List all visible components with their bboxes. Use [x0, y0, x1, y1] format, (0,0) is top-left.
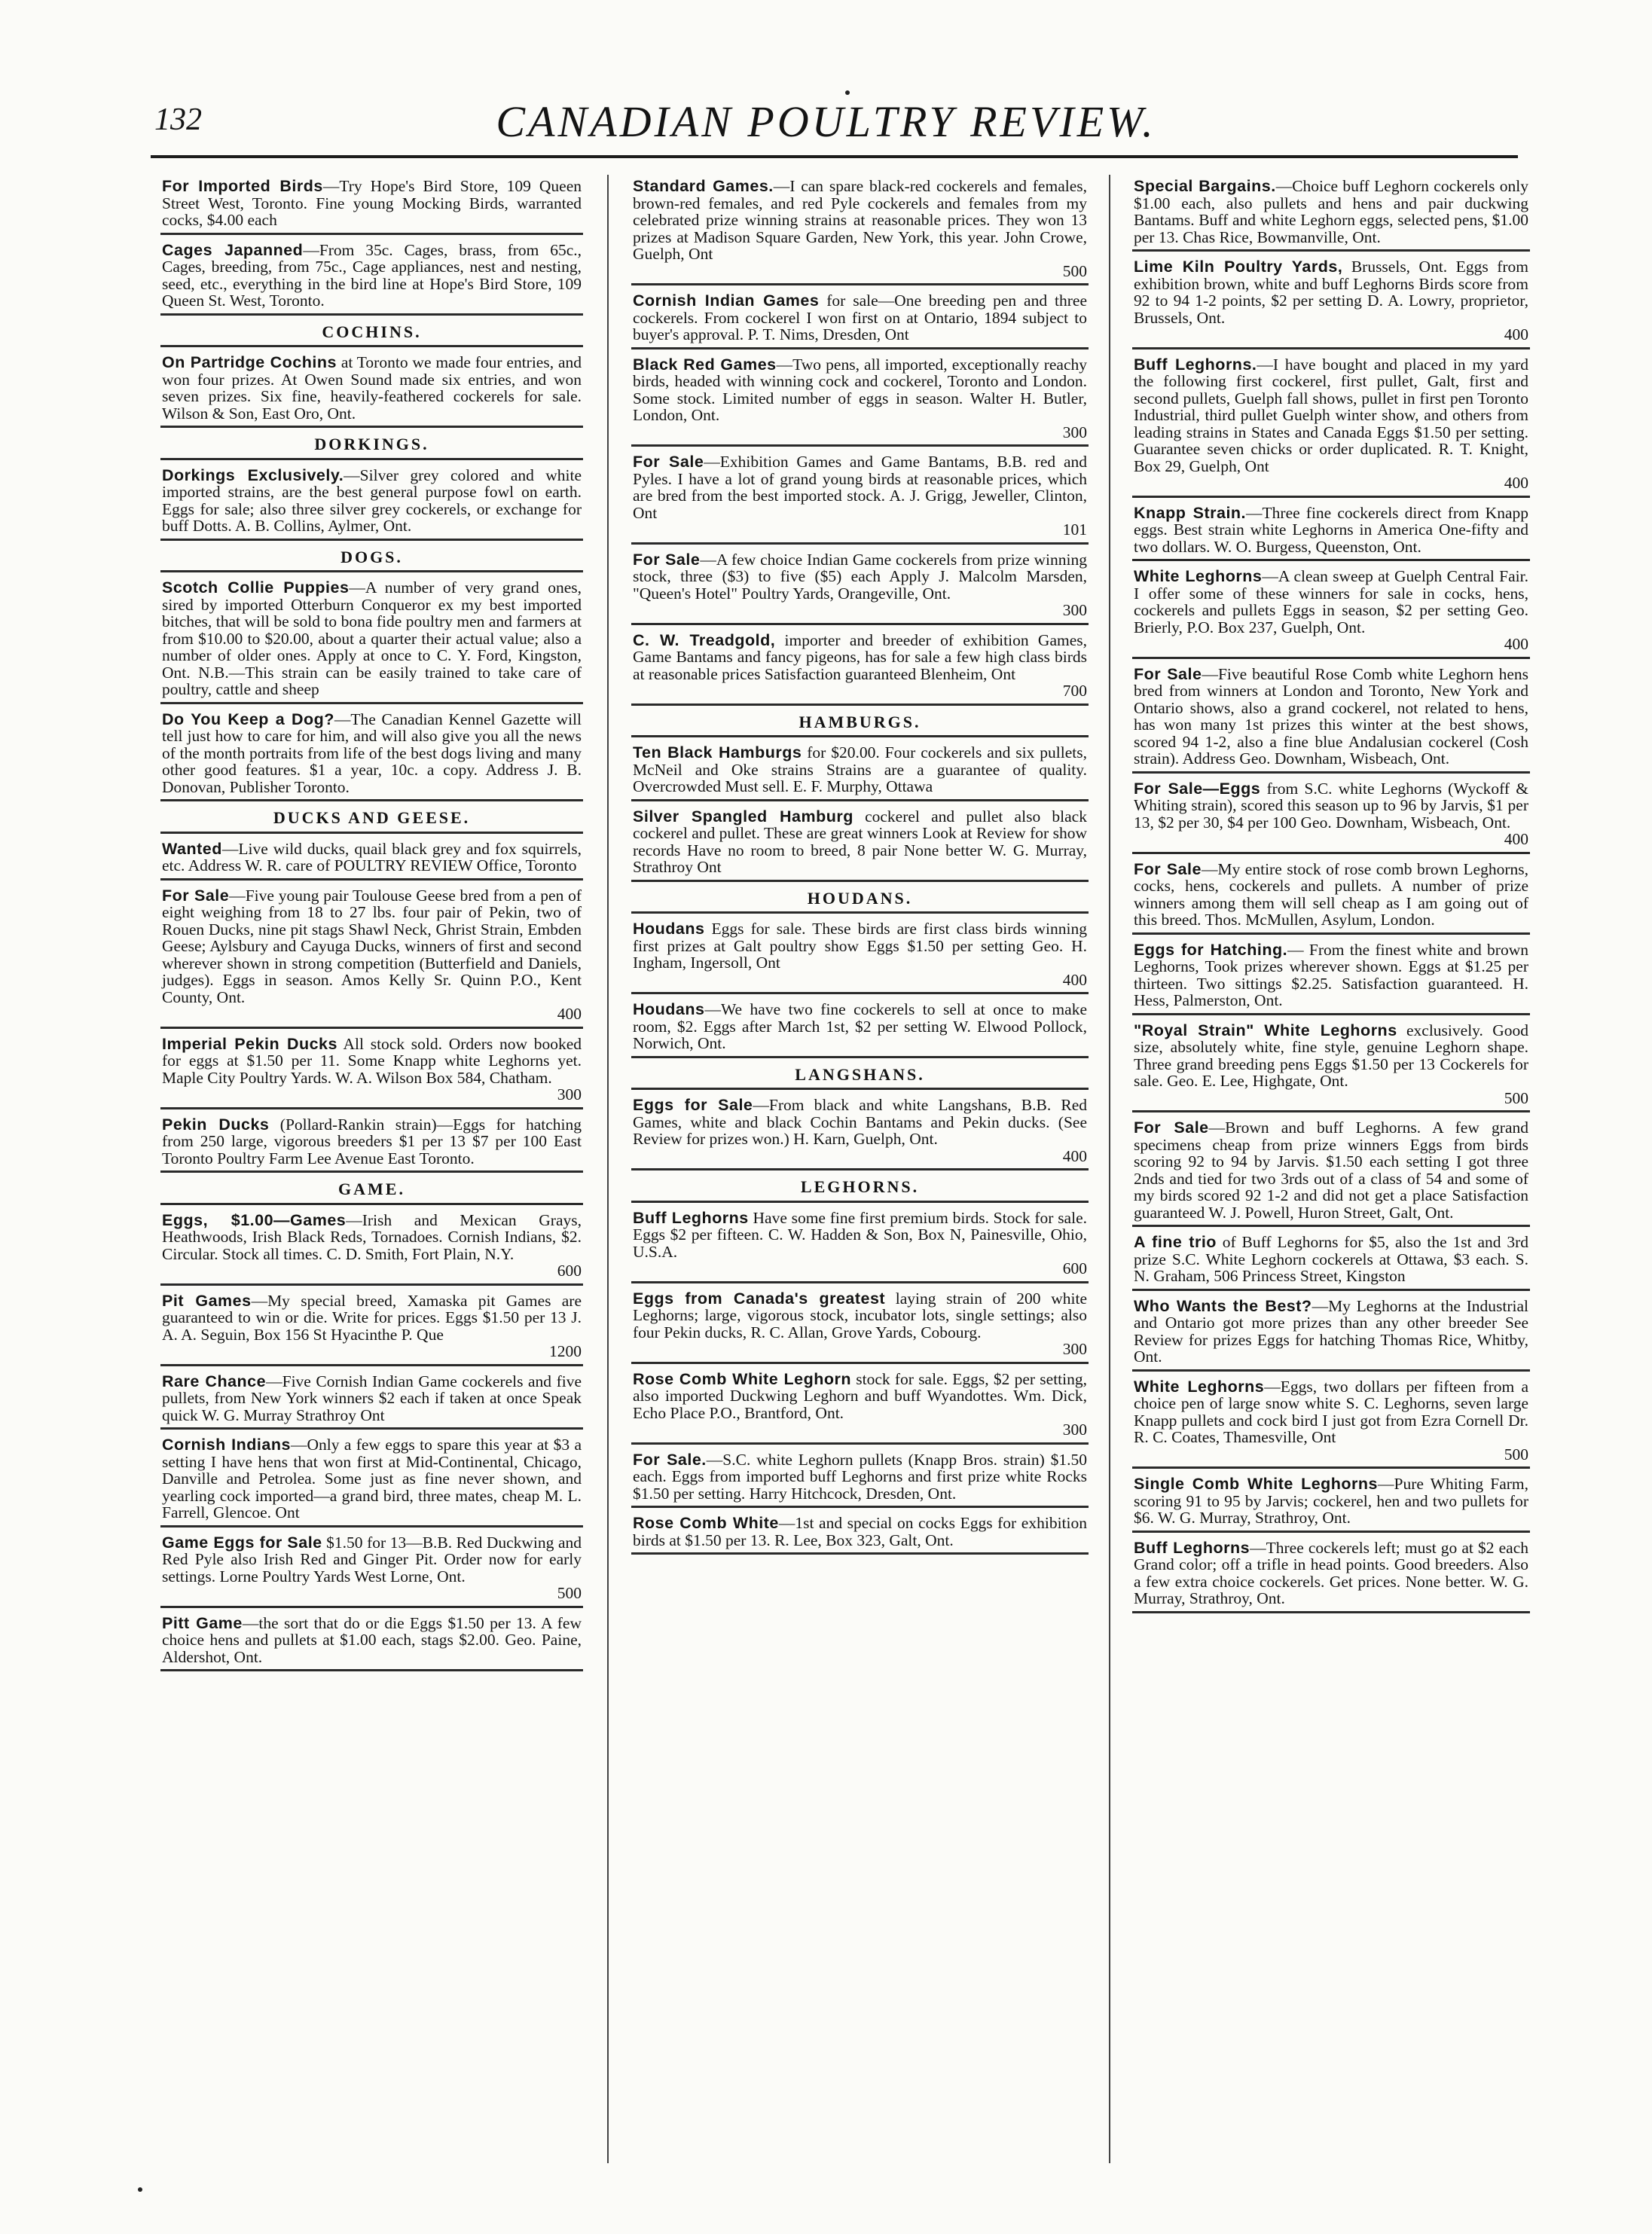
- ad-body: —Live wild ducks, quail black grey and fox squirrels, etc. Address W. R. care of POULTRY REVIEW Office, Toronto: [162, 839, 582, 874]
- ad-insertion-number: 1200: [549, 1342, 582, 1360]
- classified-ad: [160, 464, 583, 541]
- ad-body: —Brown and buff Leghorns. A few grand specimens cheap from prize winners Eggs from birds scoring 92 to 94 by Jarvis. $1.50 each setting I got three 2nds and tied for two 3rds out of a class of 54 and some of my birds scored 92 1-2 and did not get a place Satisfaction guaranteed W. J. Powell, Huron Street, Galt, Ont.: [1134, 1119, 1528, 1222]
- ad-title: Cornish Indians: [162, 1436, 291, 1454]
- classified-ad: [160, 838, 583, 880]
- ad-body: —Try Hope's Bird Store, 109 Queen Street West, Toronto. Fine young Mocking Birds, warranted cocks, $4.00 each: [162, 177, 582, 229]
- section-heading-hamburgs: HAMBURGS.: [631, 710, 1089, 738]
- ad-insertion-number: 500: [1504, 1445, 1528, 1463]
- classified-ad: [1132, 255, 1530, 349]
- classified-ad: [631, 741, 1089, 801]
- ad-body: —My special breed, Xamaska pit Games are guaranteed to win or die. Write for prices. Eggs $1.50 per 13 J. A. A. Seguin, Box 156 St Hyacinthe P. Que: [162, 1291, 582, 1344]
- section-heading-game: GAME.: [160, 1177, 583, 1205]
- ad-body: —I have bought and placed in my yard the following first cockerel, first pullet, Galt, first and second pullets, Guelph fall shows, pullet in first pen Toronto Industrial, third pullet Guelph winter show, and others from leading strains in States and Canada Eggs $1.50 per setting. Guarantee seven chicks or order duplicated. R. T. Knight, Box 29, Guelph, Ont: [1134, 355, 1528, 475]
- page-number: 132: [154, 102, 202, 137]
- ad-body: $1.50 for 13—B.B. Red Duckwing and Red Pyle also Irish Red and Ginger Pit. Order now for early settings. Lorne Poultry Yards West Lorne, Ont.: [162, 1533, 582, 1585]
- column-rule-1: [607, 175, 609, 2163]
- section-heading-houdans: HOUDANS.: [631, 886, 1089, 914]
- ad-body: —Eggs, two dollars per fifteen from a choice pen of large snow white S. C. Leghorns, seven large Knapp pullets and cock bird I just got from Ezra Cornell Dr. R. C. Coates, Thamesville, Ont: [1134, 1377, 1529, 1446]
- ad-title: A fine trio: [1134, 1233, 1217, 1251]
- classified-ad: [1132, 777, 1530, 854]
- ad-title: Pekin Ducks: [162, 1115, 270, 1134]
- ad-body: Have some fine first premium birds. Stock for sale. Eggs $2 per fifteen. C. W. Hadden & Son, Box N, Painesville, Ohio, U.S.A.: [633, 1208, 1087, 1261]
- classified-ad: [160, 708, 583, 802]
- classified-ad: [160, 1433, 583, 1527]
- classified-ad: [1132, 1375, 1530, 1469]
- section-heading-dogs: DOGS.: [160, 545, 583, 573]
- classified-ad: [1132, 1231, 1530, 1291]
- classified-ad: [160, 1113, 583, 1173]
- ad-insertion-number: 400: [557, 1005, 582, 1023]
- ad-body: —A number of very grand ones, sired by imported Otterburn Conqueror ex my best imported bitches, that will be sold to bona fide poultry men and farmers at from $10.00 to $20.00, about a quarter their actual value; also a number of older ones. Apply at once to C. Y. Ford, Kingston, Ont. N.B.—This strain can be easily trained to take care of poultry, cattle and sheep: [162, 578, 582, 698]
- ad-body: —Two pens, all imported, exceptionally reachy birds, headed with winning cock and cockerel, Toronto and London. Some stock. Limited number of eggs in season. Walter H. Butler, London, Ont.: [633, 355, 1087, 424]
- classified-ad: [160, 1289, 583, 1366]
- classified-ad: [631, 175, 1089, 285]
- ad-body: —Pure Whiting Farm, scoring 91 to 95 by Jarvis; cockerel, hen and two pullets for $6. W. G. Murray, Strathroy, Ont.: [1134, 1475, 1528, 1527]
- ad-insertion-number: 400: [1504, 830, 1528, 848]
- classified-ad: [160, 1612, 583, 1672]
- classified-ad: [1132, 663, 1530, 774]
- ad-insertion-number: 600: [1062, 1259, 1087, 1277]
- column-1: [160, 175, 583, 2163]
- ad-body: —1st and special on cocks Eggs for exhibition birds at $1.50 per 13. R. Lee, Box 323, Galt, Ont.: [633, 1514, 1087, 1549]
- classified-ad: [1132, 858, 1530, 935]
- ad-body: from S.C. white Leghorns (Wyckoff & Whiting strain), scored this season up to 96 by Jarvis, $1 per 13, $2 per 30, $4 per 100 Geo. Downham, Wisbeach, Ont.: [1134, 779, 1528, 832]
- ad-title: Who Wants the Best?: [1134, 1296, 1312, 1315]
- ink-dot: [138, 2187, 142, 2192]
- ad-body: —S.C. white Leghorn pullets (Knapp Bros. strain) $1.50 each. Eggs from imported buff Leghorns and first prize white Rocks $1.50 per setting. Harry Hitchcock, Dresden, Ont.: [633, 1450, 1087, 1503]
- ad-title: Pit Games: [162, 1291, 252, 1310]
- ad-title: Eggs for Hatching.: [1134, 940, 1288, 959]
- ad-title: White Leghorns: [1134, 1377, 1265, 1396]
- classified-ad: [631, 1448, 1089, 1509]
- classified-ad: [160, 239, 583, 316]
- classified-ad: [160, 884, 583, 1029]
- ad-body: —I can spare black-red cockerels and females, brown-red females, and red Pyle cockerels and females from my celebrated prize winning strains at reasonable prices. They won 13 prizes at Madison Square Garden, New York, this year. John Crowe, Guelph, Ont: [633, 177, 1088, 263]
- section-heading-leghorns: LEGHORNS.: [631, 1174, 1089, 1203]
- ad-insertion-number: 500: [1062, 261, 1087, 280]
- ad-title: Eggs from Canada's greatest: [633, 1289, 886, 1308]
- ad-insertion-number: 400: [1062, 1146, 1087, 1165]
- column-rule-2: [1109, 175, 1110, 2163]
- classified-ad: [631, 1287, 1089, 1364]
- ad-title: "Royal Strain" White Leghorns: [1134, 1021, 1397, 1039]
- classified-ad: [1132, 1019, 1530, 1113]
- ad-body: —From 35c. Cages, brass, from 65c., Cages, breeding, from 75c., Cage appliances, nest and nesting, seed, etc., everything in the bird line at Hope's Bird Store, 109 Queen St. West, Toronto.: [162, 240, 582, 310]
- ad-title: Rose Comb White Leghorn: [633, 1369, 852, 1388]
- ad-title: Cages Japanned: [162, 240, 304, 259]
- ad-title: Black Red Games: [633, 355, 777, 374]
- ad-title: Rose Comb White: [633, 1514, 779, 1532]
- classified-ad: [631, 353, 1089, 447]
- ad-body: —The Canadian Kennel Gazette will tell just how to care for him, and will also give you all the news of the month portraits from life of the best dogs living and many other good features. $1 a year, 10c. a copy. Address J. B. Donovan, Publisher Toronto.: [162, 710, 582, 796]
- classified-ad: [631, 1368, 1089, 1445]
- classified-ad: [160, 1370, 583, 1430]
- classified-ad: [160, 351, 583, 428]
- ad-title: Cornish Indian Games: [633, 291, 820, 310]
- ad-title: Do You Keep a Dog?: [162, 710, 334, 728]
- header-rule: [151, 155, 1518, 158]
- ad-title: Eggs, $1.00—Games: [162, 1210, 347, 1229]
- ad-body: —Five Cornish Indian Game cockerels and five pullets, from New York winners $2 each if taken at once Speak quick W. G. Murray Strathroy Ont: [162, 1372, 582, 1424]
- classified-ad: [1132, 175, 1530, 252]
- ad-title: Buff Leghorns.: [1134, 355, 1257, 374]
- ad-body: —Five beautiful Rose Comb white Leghorn hens bred from winners at London and Toronto, New York and Ontario shows, also a grand cockerel, not related to hens, has won many 1st prizes this winter at the best shows, scored 94 1-2, also a fine blue Andalusian cockerel (Cosh strain). Address Geo. Downham, Wisbeach, Ont.: [1134, 664, 1528, 768]
- ad-body: —A few choice Indian Game cockerels from prize winning stock, three ($3) to five ($5) each Apply J. Malcolm Marsden, "Queen's Hotel" Poultry Yards, Orangeville, Ont.: [633, 550, 1087, 603]
- classified-ad: [1132, 1473, 1530, 1533]
- ad-title: Standard Games.: [633, 177, 774, 195]
- ad-title: Ten Black Hamburgs: [633, 743, 802, 761]
- ad-insertion-number: 300: [1062, 601, 1087, 619]
- classified-ad: [1132, 1537, 1530, 1613]
- ad-title: White Leghorns: [1134, 567, 1263, 585]
- ad-body: for $20.00. Four cockerels and six pullets, McNeil and Oke strains Strains are a guarantee of quality. Overcrowded Must sell. E. F. Murphy, Ottawa: [633, 743, 1087, 795]
- ad-insertion-number: 600: [557, 1262, 582, 1280]
- ad-body: All stock sold. Orders now booked for eggs at $1.50 per 11. Some Knapp white Leghorns yet. Maple City Poultry Yards. W. A. Wilson Box 584, Chatham.: [162, 1034, 582, 1087]
- ad-title: Buff Leghorns: [633, 1208, 749, 1227]
- ad-title: Imperial Pekin Ducks: [162, 1034, 337, 1053]
- classified-ad: [160, 576, 583, 704]
- classified-ad: [160, 1209, 583, 1286]
- section-heading-ducks-and-geese: DUCKS AND GEESE.: [160, 805, 583, 834]
- classified-ad: [631, 805, 1089, 882]
- running-title: CANADIAN POULTRY REVIEW.: [496, 97, 1156, 146]
- ad-insertion-number: 400: [1504, 635, 1528, 653]
- ad-title: C. W. Treadgold,: [633, 630, 776, 649]
- ad-body: —Silver grey colored and white imported strains, are the best general purpose fowl on earth. Eggs for sale; also three silver grey cockerels, or exchange for buff Dotts. A. B. Collins, Aylmer, Ont.: [162, 465, 582, 535]
- ad-insertion-number: 300: [1062, 1340, 1087, 1358]
- classified-ad: [1132, 565, 1530, 659]
- classified-ad: [631, 998, 1089, 1058]
- ad-title: Rare Chance: [162, 1372, 267, 1390]
- ad-body: —Exhibition Games and Game Bantams, B.B. red and Pyles. I have a lot of grand young birds at reasonable prices, which are bred from the best imported stock. A. J. Grigg, Jeweller, Clinton, Ont: [633, 453, 1087, 522]
- classified-ad: [631, 1207, 1089, 1283]
- ad-title: Dorkings Exclusively.: [162, 465, 344, 484]
- ad-insertion-number: 300: [1062, 423, 1087, 441]
- ad-body: for sale—One breeding pen and three cockerels. From cockerel I won first on at Ontario, 1894 subject to buyer's approval. P. T. Nims, Dresden, Ont: [633, 291, 1088, 343]
- ad-title: On Partridge Cochins: [162, 353, 337, 371]
- classified-ad: [1132, 502, 1530, 562]
- ad-body: —Only a few eggs to spare this year at $3 a setting I have hens that won first at Mid-Continental, Chicago, Danville and Petrolea. Some just as fine never shown, and yearling cock imported—a grand bird, three mates, cheap M. L. Farrell, Glencoe. Ont: [162, 1436, 582, 1521]
- ad-body: —Three cockerels left; must go at $2 each Grand color; off a trifle in head points. Good breeders. Also a few extra choice cockerels. Get prices. None better. W. G. Murray, Strathroy, Ont.: [1134, 1538, 1528, 1607]
- ad-body: —the sort that do or die Eggs $1.50 per 13. A few choice hens and pullets at $1.00 each, stags $2.00. Geo. Paine, Aldershot, Ont.: [162, 1613, 582, 1666]
- classified-ad: [631, 629, 1089, 706]
- ad-body: — From the finest white and brown Leghorns, Took prizes wherever shown. Eggs at $1.25 per thirteen. Two sittings $2.25. Satisfaction guaranteed. H. Hess, Palmerston, Ont.: [1134, 940, 1528, 1009]
- ad-title: For Imported Birds: [162, 177, 323, 195]
- ad-title: Houdans: [633, 920, 705, 938]
- ad-body: Brussels, Ont. Eggs from exhibition brown, white and buff Leghorns Birds score from 92 to 94 1-2 points, $2 per setting D. A. Lowry, proprietor, Brussels, Ont.: [1134, 258, 1528, 327]
- ad-body: —Choice buff Leghorn cockerels only $1.00 each, also pullets and hens and pair duckwing Bantams. Buff and white Leghorn eggs, selected pens, $1.00 per 13. Chas Rice, Bowmanville, Ont.: [1134, 177, 1528, 246]
- ad-insertion-number: 300: [1062, 1421, 1087, 1439]
- ad-body: —A clean sweep at Guelph Central Fair. I offer some of these winners for sale in cocks, hens, cockerels and pullets Eggs in season, $2 per setting Geo. Brierly, P.O. Box 237, Guelph, Ont.: [1134, 567, 1529, 636]
- ad-title: Lime Kiln Poultry Yards,: [1134, 258, 1343, 276]
- ad-body: importer and breeder of exhibition Games, Game Bantams and fancy pigeons, has for sale a few high class birds at reasonable prices Satisfaction guaranteed Blenheim, Ont: [633, 630, 1087, 683]
- ad-title: For Sale: [633, 550, 701, 569]
- ad-body: —Three fine cockerels direct from Knapp eggs. Best strain white Leghorns in America One-fifty and two dollars. W. O. Burgess, Queenston, Ont.: [1134, 503, 1529, 556]
- ad-title: Pitt Game: [162, 1613, 243, 1632]
- ad-title: Single Comb White Leghorns: [1134, 1475, 1379, 1493]
- ad-title: For Sale: [1134, 664, 1202, 683]
- classified-ad: [1132, 1116, 1530, 1227]
- classified-ad: [1132, 938, 1530, 1015]
- ad-insertion-number: 500: [557, 1584, 582, 1602]
- ad-title: Knapp Strain.: [1134, 503, 1247, 522]
- ad-title: For Sale: [1134, 1119, 1209, 1137]
- ad-title: Special Bargains.: [1134, 177, 1276, 195]
- ad-insertion-number: 101: [1062, 520, 1087, 539]
- ad-body: —My entire stock of rose comb brown Leghorns, cocks, hens, cockerels and pullets. A number of prize winners among them will sell cheap as I am going out of this breed. Thos. McMullen, Asylum, London.: [1134, 859, 1529, 929]
- ad-title: Wanted: [162, 839, 222, 858]
- classified-ad: [160, 175, 583, 235]
- classified-ad: [160, 1531, 583, 1608]
- ad-body: exclusively. Good size, absolutely white, fine style, genuine Leghorn shape. Three grand breeding pens Eggs $1.50 per 13 Cockerels for sale. Geo. E. Lee, Highgate, Ont.: [1134, 1021, 1529, 1090]
- section-heading-dorkings: DORKINGS.: [160, 432, 583, 460]
- classified-ad: [631, 1512, 1089, 1555]
- ad-title: Silver Spangled Hamburg: [633, 807, 853, 826]
- ad-body: —Irish and Mexican Grays, Heathwoods, Irish Black Reds, Tornadoes. Cornish Indians, $2. Circular. Stock all times. C. D. Smith, Fort Plain, N.Y.: [162, 1210, 582, 1263]
- ad-title: For Sale: [162, 886, 230, 905]
- classified-ad: [631, 548, 1089, 625]
- ad-insertion-number: 300: [557, 1085, 582, 1103]
- ad-insertion-number: 400: [1504, 325, 1528, 343]
- classified-ad: [631, 1094, 1089, 1170]
- classified-ad: [631, 450, 1089, 545]
- classified-ad: [631, 917, 1089, 994]
- ad-body: of Buff Leghorns for $5, also the 1st and 3rd prize S.C. White Leghorn cockerels at Ottawa, $3 each. S. N. Graham, 506 Princess Street, Kingston: [1134, 1233, 1528, 1285]
- ad-insertion-number: 500: [1504, 1088, 1528, 1107]
- ad-body: (Pollard-Rankin strain)—Eggs for hatching from 250 large, vigorous breeders $1 per 13 $7 per 100 East Toronto Poultry Farm Lee Avenue East Toronto.: [162, 1115, 582, 1167]
- ad-title: Game Eggs for Sale: [162, 1533, 322, 1552]
- ad-body: laying strain of 200 white Leghorns; large, vigorous stock, incubator lots, single settings; also four Pekin ducks, R. C. Allan, Grove Yards, Cobourg.: [633, 1289, 1087, 1341]
- column-2: [631, 175, 1089, 2163]
- ad-body: stock for sale. Eggs, $2 per setting, also imported Duckwing Leghorn and buff Wyandottes. Wm. Dick, Echo Place P.O., Brantford, Ont.: [633, 1369, 1087, 1422]
- ad-body: —We have two fine cockerels to sell at once to make room, $2. Eggs after March 1st, $2 per setting W. Elwood Pollock, Norwich, Ont.: [633, 1000, 1087, 1052]
- ad-body: —My Leghorns at the Industrial and Ontario got more prizes than any other breeder See Review for prizes Eggs for hatching Thomas Rice, Whitby, Ont.: [1134, 1296, 1528, 1366]
- ad-title: For Sale.: [633, 1450, 707, 1469]
- section-heading-cochins: COCHINS.: [160, 319, 583, 348]
- column-3: [1132, 175, 1530, 2163]
- ad-title: Houdans: [633, 1000, 705, 1018]
- classified-ad: [160, 1033, 583, 1109]
- ad-body: —Five young pair Toulouse Geese bred from a pen of eight weighing from 18 to 27 lbs. four pair of Pekin, two of Rouen Ducks, nine pit stags Shawl Neck, Ghrist Strain, Embden Geese; Aylsbury and Cayuga Ducks, winners of first and second wherever shown in strong competition (Butterfield and Daniels, judges). Eggs in season. Amos Kelly Sr. Quinn P.O., Kent County, Ont.: [162, 886, 582, 1006]
- ad-title: For Sale—Eggs: [1134, 779, 1261, 798]
- classified-ad: [1132, 353, 1530, 498]
- classified-ad: [631, 289, 1089, 349]
- ad-body: cockerel and pullet also black cockerel and pullet. These are great winners Look at Review for show records Have no room to breed, 8 pair None better W. G. Murray, Strathroy Ont: [633, 807, 1087, 876]
- ad-body: —From black and white Langshans, B.B. Red Games, white and black Cochin Bantams and Pekin ducks. (See Review for prizes won.) H. Karn, Guelph, Ont.: [633, 1096, 1087, 1148]
- ad-title: Scotch Collie Puppies: [162, 578, 350, 597]
- ad-title: Buff Leghorns: [1134, 1538, 1250, 1557]
- section-heading-langshans: LANGSHANS.: [631, 1062, 1089, 1091]
- ink-dot: [845, 90, 850, 95]
- ad-body: at Toronto we made four entries, and won four prizes. At Owen Sound made six entries, and won seven prizes. Six fine, heavily-feathered cockerels for sale. Wilson & Son, East Oro, Ont.: [162, 353, 582, 423]
- ad-title: Eggs for Sale: [633, 1096, 753, 1114]
- ad-title: For Sale: [1134, 859, 1202, 878]
- ad-insertion-number: 700: [1062, 682, 1087, 700]
- ad-insertion-number: 400: [1062, 970, 1087, 989]
- ad-body: Eggs for sale. These birds are first class birds winning first prizes at Galt poultry show Eggs $1.50 per setting Geo. H. Ingham, Ingersoll, Ont: [633, 920, 1087, 972]
- ad-title: For Sale: [633, 453, 704, 471]
- classified-ad: [1132, 1295, 1530, 1372]
- ad-insertion-number: 400: [1504, 474, 1528, 492]
